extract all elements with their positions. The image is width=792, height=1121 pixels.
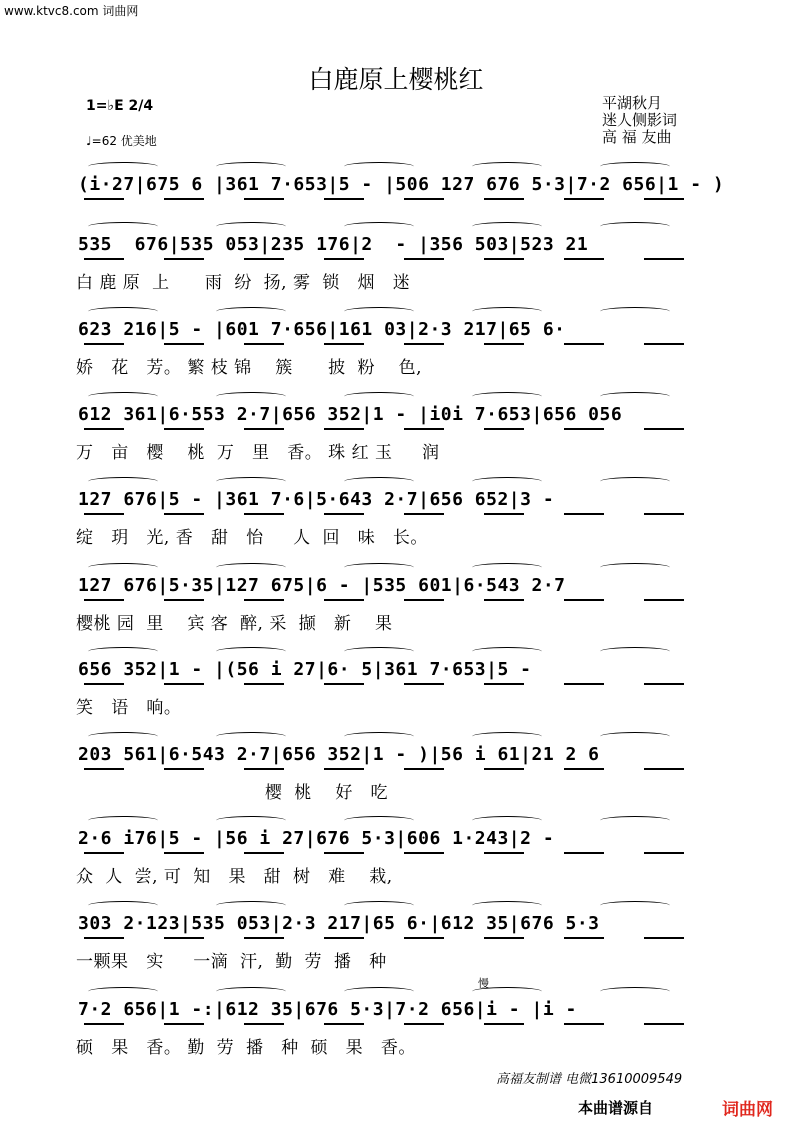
notation-row xyxy=(78,398,718,432)
song-title: 白鹿原上樱桃红 xyxy=(308,65,484,94)
key-signature: 1=♭E 2/4 xyxy=(86,98,154,114)
lyric-line: 硕 果 香。 勤 劳 播 种 硕 果 香。 xyxy=(76,1038,416,1058)
lyricist: 平湖秋月 xyxy=(602,94,663,112)
notation-text: 303 2·123|535 053|2·3 217|65 6·|612 35|676 5·3 xyxy=(78,913,600,934)
notation-row xyxy=(78,822,718,856)
tempo-marking: ♩=62 优美地 xyxy=(86,134,157,148)
site-watermark: www.ktvc8.com 词曲网 xyxy=(4,4,139,18)
notation-row xyxy=(78,907,718,941)
lyric-line: 绽 玥 光, 香 甜 怡 人 回 味 长。 xyxy=(76,528,428,548)
notation-text: 656 352|1 - |(56 i 27|6· 5|361 7·653|5 - xyxy=(78,659,532,680)
lyric-line: 白 鹿 原 上 雨 纷 扬, 雾 锁 烟 迷 xyxy=(76,273,411,293)
lyric-line: 众 人 尝, 可 知 果 甜 树 难 栽, xyxy=(76,867,393,887)
notation-row xyxy=(78,569,718,603)
notation-row xyxy=(78,483,718,517)
lyric-line: 一颗果 实 一滴 汗, 勤 劳 播 种 xyxy=(76,952,387,972)
notation-row xyxy=(78,313,718,347)
credits xyxy=(602,95,677,146)
notation-text: (i·27|675 6 |361 7·653|5 - |506 127 676 5·3|7·2 656|1 - ) xyxy=(78,174,725,195)
notation-row xyxy=(78,738,718,772)
notation-row xyxy=(78,168,725,202)
source-label: 本曲谱源自 xyxy=(578,1099,654,1117)
notation-text: 203 561|6·543 2·7|656 352|1 - )|56 i 61|21 2 6 xyxy=(78,744,600,765)
notation-row xyxy=(78,228,718,262)
lyric-line: 笑 语 响。 xyxy=(76,698,182,718)
notation-text: 127 676|5·35|127 675|6 - |535 601|6·543 2·7 xyxy=(78,575,566,596)
arranger-note: 高福友制谱 电微13610009549 xyxy=(496,1072,683,1087)
slow-mark: 慢 xyxy=(478,977,489,990)
notation-text: 612 361|6·553 2·7|656 352|1 - |i0i 7·653|656 056 xyxy=(78,404,623,425)
lyric-line: 樱桃 园 里 宾 客 醉, 采 撷 新 果 xyxy=(76,614,393,634)
lyric-line: 万 亩 樱 桃 万 里 香。 珠 红 玉 润 xyxy=(76,443,440,463)
lyric-line: 娇 花 芳。 繁 枝 锦 簇 披 粉 色, xyxy=(76,358,422,378)
notation-text: 535 676|535 053|235 176|2 - |356 503|523 21 xyxy=(78,234,589,255)
lyric-line: 樱 桃 好 吃 xyxy=(76,783,389,803)
notation-row xyxy=(78,993,718,1027)
lyric-tag: 词 xyxy=(662,111,678,129)
notation-row xyxy=(78,653,718,687)
lyricist-2: 迷人侧影 xyxy=(602,111,663,129)
notation-text: 127 676|5 - |361 7·6|5·643 2·7|656 652|3 - xyxy=(78,489,555,510)
brand-logo: 词曲网 xyxy=(722,1100,773,1120)
notation-text: 623 216|5 - |601 7·656|161 03|2·3 217|65 6· xyxy=(78,319,566,340)
notation-text: 7·2 656|1 -:|612 35|676 5·3|7·2 656|i - |i - xyxy=(78,999,577,1020)
composer: 高 福 友曲 xyxy=(602,128,672,146)
notation-text: 2·6 i76|5 - |56 i 27|676 5·3|606 1·243|2 - xyxy=(78,828,555,849)
